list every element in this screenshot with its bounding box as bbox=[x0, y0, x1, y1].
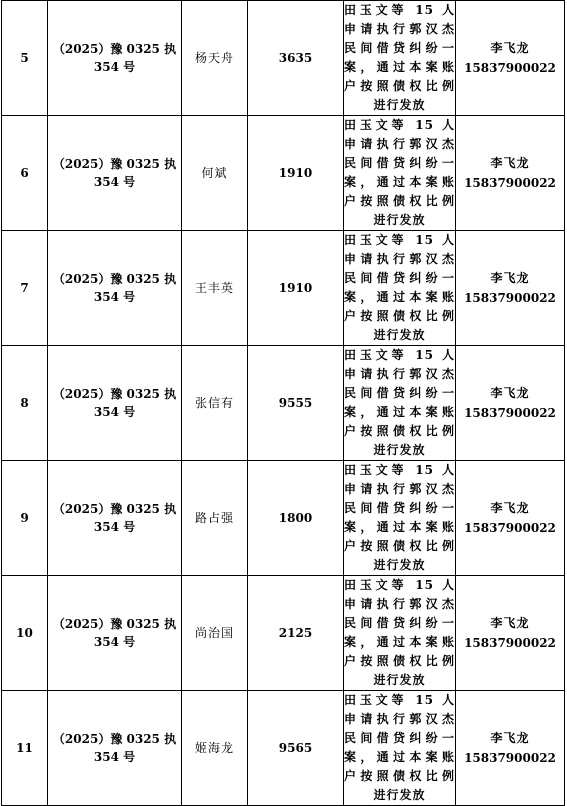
contact-info bbox=[456, 116, 565, 231]
reason-line: 进行发放 bbox=[373, 213, 426, 227]
payout-amount: 1910 bbox=[248, 231, 344, 346]
contact-phone: 15837900022 bbox=[464, 61, 556, 75]
contact-info bbox=[456, 461, 565, 576]
contact-name: 李飞龙 bbox=[490, 41, 530, 55]
row-number: 11 bbox=[2, 691, 48, 806]
case-number-line2: 354 号 bbox=[93, 290, 136, 304]
reason-line: 进行发放 bbox=[373, 558, 426, 572]
case-number bbox=[48, 576, 182, 691]
reason-line: 民间借贷纠纷一 bbox=[344, 386, 455, 400]
payee-name: 姬海龙 bbox=[182, 691, 248, 806]
table-row bbox=[2, 231, 565, 346]
reason-line: 田玉文等 15 人 bbox=[344, 578, 455, 592]
table-row bbox=[2, 461, 565, 576]
payout-amount: 2125 bbox=[248, 576, 344, 691]
reason-line: 案，通过本案账 bbox=[344, 520, 455, 534]
reason-line: 田玉文等 15 人 bbox=[344, 463, 455, 477]
reason-line: 户按照债权比例 bbox=[344, 309, 455, 323]
reason-line: 进行发放 bbox=[373, 98, 426, 112]
row-number: 10 bbox=[2, 576, 48, 691]
reason-line: 户按照债权比例 bbox=[344, 194, 455, 208]
contact-phone: 15837900022 bbox=[464, 521, 556, 535]
contact-info bbox=[456, 346, 565, 461]
row-number: 6 bbox=[2, 116, 48, 231]
reason-line: 案，通过本案账 bbox=[344, 405, 455, 419]
reason-line: 民间借贷纠纷一 bbox=[344, 41, 455, 55]
row-number: 8 bbox=[2, 346, 48, 461]
reason-line: 案，通过本案账 bbox=[344, 290, 455, 304]
payee-name: 路占强 bbox=[182, 461, 248, 576]
contact-info bbox=[456, 576, 565, 691]
case-number-line2: 354 号 bbox=[93, 750, 136, 764]
payout-amount: 3635 bbox=[248, 1, 344, 116]
reason-line: 案，通过本案账 bbox=[344, 175, 455, 189]
reason-line: 户按照债权比例 bbox=[344, 424, 455, 438]
table-row bbox=[2, 691, 565, 806]
case-number-line1: （2025）豫 0325 执 bbox=[52, 157, 177, 171]
reason-line: 田玉文等 15 人 bbox=[344, 348, 455, 362]
payout-reason bbox=[344, 576, 456, 691]
payout-reason bbox=[344, 346, 456, 461]
contact-info bbox=[456, 1, 565, 116]
reason-line: 户按照债权比例 bbox=[344, 654, 455, 668]
contact-info bbox=[456, 231, 565, 346]
case-number bbox=[48, 346, 182, 461]
reason-line: 户按照债权比例 bbox=[344, 769, 455, 783]
case-number bbox=[48, 231, 182, 346]
contact-phone: 15837900022 bbox=[464, 636, 556, 650]
reason-line: 进行发放 bbox=[373, 328, 426, 342]
payout-reason bbox=[344, 691, 456, 806]
case-number bbox=[48, 116, 182, 231]
contact-name: 李飞龙 bbox=[490, 731, 530, 745]
payout-amount: 1800 bbox=[248, 461, 344, 576]
payout-table bbox=[1, 0, 565, 806]
payout-reason bbox=[344, 1, 456, 116]
case-number-line1: （2025）豫 0325 执 bbox=[52, 42, 177, 56]
reason-line: 申请执行郭汉杰 bbox=[344, 482, 455, 496]
reason-line: 田玉文等 15 人 bbox=[344, 693, 455, 707]
contact-phone: 15837900022 bbox=[464, 751, 556, 765]
contact-name: 李飞龙 bbox=[490, 616, 530, 630]
reason-line: 申请执行郭汉杰 bbox=[344, 252, 455, 266]
reason-line: 民间借贷纠纷一 bbox=[344, 731, 455, 745]
reason-line: 田玉文等 15 人 bbox=[344, 118, 455, 132]
row-number: 5 bbox=[2, 1, 48, 116]
contact-name: 李飞龙 bbox=[490, 386, 530, 400]
payout-reason bbox=[344, 116, 456, 231]
reason-line: 申请执行郭汉杰 bbox=[344, 22, 455, 36]
case-number bbox=[48, 691, 182, 806]
payout-amount: 9555 bbox=[248, 346, 344, 461]
case-number-line2: 354 号 bbox=[93, 520, 136, 534]
payee-name: 杨天舟 bbox=[182, 1, 248, 116]
case-number-line1: （2025）豫 0325 执 bbox=[52, 272, 177, 286]
contact-name: 李飞龙 bbox=[490, 156, 530, 170]
case-number-line2: 354 号 bbox=[93, 175, 136, 189]
case-number-line2: 354 号 bbox=[93, 60, 136, 74]
case-number-line2: 354 号 bbox=[93, 405, 136, 419]
reason-line: 申请执行郭汉杰 bbox=[344, 712, 455, 726]
contact-phone: 15837900022 bbox=[464, 291, 556, 305]
reason-line: 案，通过本案账 bbox=[344, 635, 455, 649]
reason-line: 申请执行郭汉杰 bbox=[344, 137, 455, 151]
payee-name: 何斌 bbox=[182, 116, 248, 231]
contact-phone: 15837900022 bbox=[464, 406, 556, 420]
reason-line: 申请执行郭汉杰 bbox=[344, 597, 455, 611]
case-number bbox=[48, 461, 182, 576]
reason-line: 进行发放 bbox=[373, 443, 426, 457]
table-row bbox=[2, 116, 565, 231]
case-number-line2: 354 号 bbox=[93, 635, 136, 649]
case-number bbox=[48, 1, 182, 116]
reason-line: 申请执行郭汉杰 bbox=[344, 367, 455, 381]
case-number-line1: （2025）豫 0325 执 bbox=[52, 502, 177, 516]
table-row bbox=[2, 346, 565, 461]
reason-line: 户按照债权比例 bbox=[344, 539, 455, 553]
reason-line: 户按照债权比例 bbox=[344, 79, 455, 93]
reason-line: 进行发放 bbox=[373, 788, 426, 802]
reason-line: 民间借贷纠纷一 bbox=[344, 501, 455, 515]
case-number-line1: （2025）豫 0325 执 bbox=[52, 387, 177, 401]
contact-name: 李飞龙 bbox=[490, 271, 530, 285]
case-number-line1: （2025）豫 0325 执 bbox=[52, 732, 177, 746]
reason-line: 进行发放 bbox=[373, 673, 426, 687]
payout-amount: 9565 bbox=[248, 691, 344, 806]
payout-amount: 1910 bbox=[248, 116, 344, 231]
row-number: 7 bbox=[2, 231, 48, 346]
payee-name: 王丰英 bbox=[182, 231, 248, 346]
case-number-line1: （2025）豫 0325 执 bbox=[52, 617, 177, 631]
contact-name: 李飞龙 bbox=[490, 501, 530, 515]
table-row bbox=[2, 1, 565, 116]
reason-line: 民间借贷纠纷一 bbox=[344, 271, 455, 285]
table-row bbox=[2, 576, 565, 691]
contact-phone: 15837900022 bbox=[464, 176, 556, 190]
reason-line: 案，通过本案账 bbox=[344, 750, 455, 764]
payee-name: 张信有 bbox=[182, 346, 248, 461]
payout-reason bbox=[344, 231, 456, 346]
payee-name: 尚治国 bbox=[182, 576, 248, 691]
payout-reason bbox=[344, 461, 456, 576]
reason-line: 民间借贷纠纷一 bbox=[344, 616, 455, 630]
reason-line: 田玉文等 15 人 bbox=[344, 3, 455, 17]
reason-line: 案，通过本案账 bbox=[344, 60, 455, 74]
contact-info bbox=[456, 691, 565, 806]
reason-line: 田玉文等 15 人 bbox=[344, 233, 455, 247]
reason-line: 民间借贷纠纷一 bbox=[344, 156, 455, 170]
payout-table-body bbox=[2, 1, 565, 806]
row-number: 9 bbox=[2, 461, 48, 576]
